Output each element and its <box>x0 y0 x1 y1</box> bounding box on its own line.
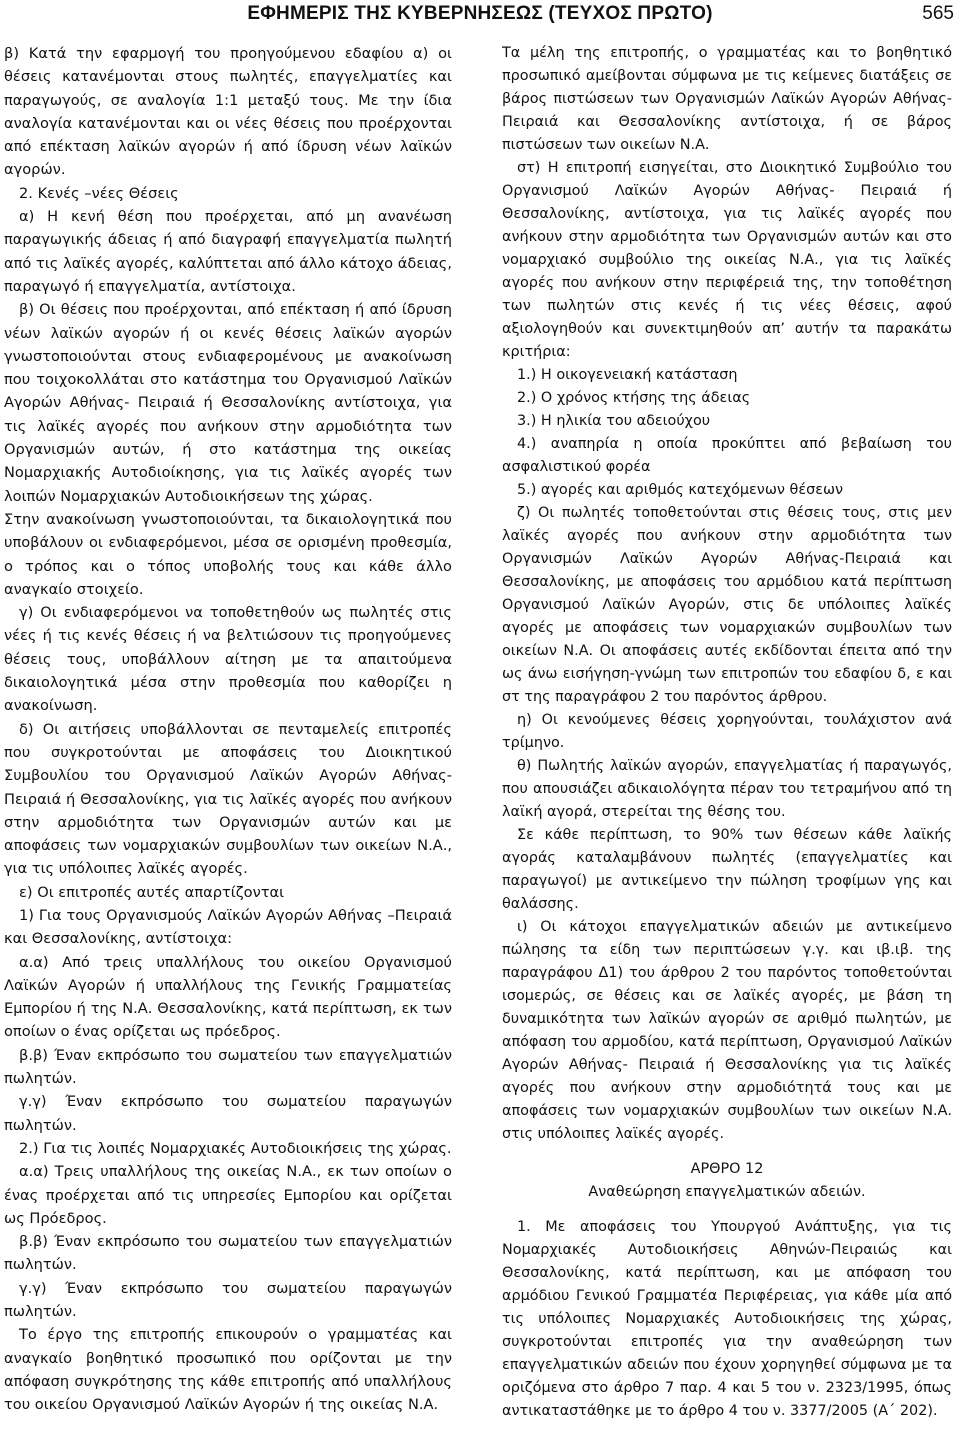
page-number: 565 <box>922 3 954 24</box>
paragraph: Σε κάθε περίπτωση, το 90% των θέσεων κάθε λαϊκής αγοράς καταλαμβάνουν πωλητές (επαγγελματίες και παραγωγοί) με αντικείμενο την πώληση τροφίμων γης και θαλάσσης. <box>502 827 952 912</box>
paragraph: Τα μέλη της επιτροπής, ο γραμματέας και το βοηθητικό προσωπικό αμείβονται σύμφωνα με τις κείμενες διατάξεις σε βάρος πιστώσεων των Οργανισμών Λαϊκών Αγορών Αθήνας-Πειραιά και Θεσσαλονίκης αντίστοιχα, ή σε βάρος πιστώσεων των οικείων Ν.Α. <box>502 45 952 153</box>
list-item: 1.) Η οικογενειακή κατάσταση <box>517 367 738 383</box>
paragraph: Στην ανακοίνωση γνωστοποιούνται, τα δικαιολογητικά που υποβάλουν οι ενδιαφερόμενοι, μέσα σε ορισμένη προθεσμία, ο τρόπος και ο τόπος υποβολής τους και κάθε άλλο αναγκαίο στοιχείο. <box>4 510 452 598</box>
paragraph: α.α) Τρεις υπαλλήλους της οικείας Ν.Α., εκ των οποίων ο ένας προέρχεται από τις υπηρεσίες Εμπορίου και ορίζεται ως Πρόεδρος. <box>4 1163 452 1227</box>
list-item: 5.) αγορές και αριθμός κατεχόμενων θέσεων <box>517 482 844 498</box>
left-column <box>4 42 452 1417</box>
list-item: 3.) Η ηλικία του αδειούχου <box>517 413 711 429</box>
list-item: 4.) αναπηρία η οποία προκύπτει από βεβαίωση του ασφαλιστικού φορέα <box>502 436 952 475</box>
paragraph: β) Οι θέσεις που προέρχονται, από επέκταση ή από ίδρυση νέων λαϊκών αγορών ή οι κενές θέσεις λαϊκών αγορών γνωστοποιούνται στους ενδιαφερομένους με ανακοίνωση που τοιχοκολλάται στο κατάστημα του Οργανισμού Λαϊκών Αγορών Αθήνας- Πειραιά ή Θεσσαλονίκης αντίστοιχα, για τις λαϊκές αγορές που ανήκουν στην αρμοδιότητα των Οργανισμών αυτών, ή στο κατάστημα της οικείας Νομαρχιακής Αυτοδιοίκησης, για τις λαϊκές αγορές των λοιπών Νομαρχιακών Αυτοδιοικήσεων της χώρας. <box>4 301 452 505</box>
paragraph: θ) Πωλητής λαϊκών αγορών, επαγγελματίας ή παραγωγός, που απουσιάζει αδικαιολόγητα πέραν του τετραμήνου από τη λαϊκή αγορά, στερείται της θέσης του. <box>502 758 952 820</box>
paragraph: β.β) Έναν εκπρόσωπο του σωματείου των επαγγελματιών πωλητών. <box>4 1233 452 1274</box>
paragraph: ε) Οι επιτροπές αυτές απαρτίζονται <box>19 883 285 901</box>
paragraph: δ) Οι αιτήσεις υποβάλλονται σε πενταμελείς επιτροπές που συγκροτούνται με αποφάσεις του Διοικητικού Συμβουλίου του Οργανισμού Λαϊκών Αγορών Αθήνας-Πειραιά ή Θεσσαλονίκης, για τις λαϊκές αγορές που ανήκουν στην αρμοδιότητα των Οργανισμών αυτών και με αποφάσεις των νομαρχιακών συμβουλίων των οικείων Ν.Α., για τις υπόλοιπες λαϊκές αγορές. <box>4 720 452 878</box>
paragraph: β) Κατά την εφαρμογή του προηγούμενου εδαφίου α) οι θέσεις κατανέμονται στους πωλητές, επαγγελματίες και παραγωγούς, σε αναλογία 1:1 μεταξύ τους. Με την ίδια αναλογία κατανέμονται και οι νέες θέσεις που προέρχονται από επέκταση λαϊκών αγορών ή από ίδρυση νέων λαϊκών αγορών. <box>4 45 452 179</box>
gazette-title: ΕΦΗΜΕΡΙΣ ΤΗΣ ΚΥΒΕΡΝΗΣΕΩΣ (ΤΕΥΧΟΣ ΠΡΩΤΟ) <box>247 3 713 24</box>
page-header <box>0 0 960 36</box>
paragraph: γ.γ) Έναν εκπρόσωπο του σωματείου παραγωγών πωλητών. <box>4 1093 452 1134</box>
paragraph: Το έργο της επιτροπής επικουρούν ο γραμματέας και αναγκαίο βοηθητικό προσωπικό που ορίζονται με την απόφαση συγκρότησης της κάθε επιτροπής από υπαλλήλους του οικείου Οργανισμού Λαϊκών Αγορών ή της οικείας Ν.Α. <box>4 1326 452 1414</box>
paragraph: στ) Η επιτροπή εισηγείται, στο Διοικητικό Συμβούλιο του Οργανισμού Λαϊκών Αγορών Αθήνας- Πειραιά ή Θεσσαλονίκης, αντίστοιχα, για τις λαϊκές αγορές που ανήκουν στην αρμοδιότητα των Οργανισμών αυτών και στο νομαρχιακό συμβούλιο της οικείας Ν.Α., για τις λαϊκές αγορές που ανήκουν στην περιφέρειά της, την τοποθέτηση των πωλητών στις κενές ή τις νέες θέσεις, αφού αξιολογηθούν και συνεκτιμηθούν απ’ αυτήν τα παρακάτω κριτήρια: <box>502 160 952 360</box>
list-item: 2.) Ο χρόνος κτήσης της άδειας <box>517 390 751 406</box>
paragraph: 1. Με αποφάσεις του Υπουργού Ανάπτυξης, για τις Νομαρχιακές Αυτοδιοικήσεις Αθηνών-Πειραιώς και Θεσσαλονίκης, κατά περίπτωση, και με απόφαση του αρμόδιου Γενικού Γραμματέα Περιφέρειας, για κάθε μία από τις υπόλοιπες Νομαρχιακές Αυτοδιοικήσεις της χώρας, συγκροτούνται επιτροπές για την αναθεώρηση των επαγγελματικών αδειών που έχουν χορηγηθεί σύμφωνα με τα οριζόμενα στο άρθρο 7 παρ. 4 και 5 του ν. 2323/1995, όπως αντικαταστάθηκε με το άρθρο 4 του ν. 3377/2005 (Α΄ 202). <box>502 1219 952 1419</box>
paragraph: γ.γ) Έναν εκπρόσωπο του σωματείου παραγωγών πωλητών. <box>4 1279 452 1321</box>
paragraph: ζ) Οι πωλητές τοποθετούνται στις θέσεις τους, στις μεν λαϊκές αγορές που ανήκουν στην αρμοδιότητα των Οργανισμών Λαϊκών Αγορών Αθήνας-Πειραιά και Θεσσαλονίκης, με αποφάσεις του αρμόδιου κατά περίπτωση Οργανισμού Λαϊκών Αγορών, στις δε υπόλοιπες λαϊκές αγορές με αποφάσεις των νομαρχιακών συμβουλίων των οικείων Ν.Α. Οι αποφάσεις αυτές εκδίδονται έπειτα από την ως άνω εισήγηση-γνώμη των επιτροπών του εδαφίου δ, ε και στ της παραγράφου 2 του παρόντος άρθρου. <box>502 505 952 705</box>
paragraph: γ) Οι ενδιαφερόμενοι να τοποθετηθούν ως πωλητές στις νέες ή τις κενές θέσεις ή να βελτιώσουν τις προηγούμενες θέσεις τους, υποβάλλουν αίτηση με τα απαιτούμενα δικαιολογητικά μέσα στην προθεσμία που καθορίζει η ανακοίνωση. <box>4 604 452 715</box>
paragraph: 2.) Για τις λοιπές Νομαρχιακές Αυτοδιοικήσεις της χώρας. <box>19 1139 452 1157</box>
paragraph: β.β) Έναν εκπρόσωπο του σωματείου των επαγγελματιών πωλητών. <box>4 1046 452 1088</box>
right-column <box>502 42 952 1423</box>
section-heading: 2. Κενές –νέες Θέσεις <box>19 184 179 202</box>
article-heading: ΑΡΘΡΟ 12 <box>690 1161 764 1177</box>
article-subheading: Αναθεώρηση επαγγελματικών αδειών. <box>588 1184 866 1200</box>
paragraph: α.α) Από τρεις υπαλλήλους του οικείου Οργανισμού Λαϊκών Αγορών ή υπαλλήλους της Γενικής Γραμματείας Εμπορίου ή της Ν.Α. Θεσσαλονίκης, κατά περίπτωση, εκ των οποίων ο ένας ορίζεται ως πρόεδρος. <box>4 953 452 1041</box>
paragraph: ι) Οι κάτοχοι επαγγελματικών αδειών με αντικείμενο πώλησης τα είδη των περιπτώσεων γ.γ. και ιβ.ιβ. της παραγράφου Δ1) του άρθρου 2 του παρόντος τοποθετούνται ισομερώς, σε θέσεις και σε λαϊκές αγορές, με βάση τη δυναμικότητα των λαϊκών αγορών σε αριθμό πωλητών, με απόφαση του αρμοδίου, κατά περίπτωση, Οργανισμού Λαϊκών Αγορών Αθήνας- Πειραιά ή Θεσσαλονίκης για τις λαϊκές αγορές που ανήκουν στην αρμοδιότητά τους και με αποφάσεις των νομαρχιακών συμβουλίων των οικείων Ν.Α. στις υπόλοιπες λαϊκές αγορές. <box>502 919 952 1142</box>
paragraph: 1) Για τους Οργανισμούς Λαϊκών Αγορών Αθήνας –Πειραιά και Θεσσαλονίκης, αντίστοιχα: <box>4 906 452 948</box>
paragraph: η) Οι κενούμενες θέσεις χορηγούνται, τουλάχιστον ανά τρίμηνο. <box>502 712 952 751</box>
paragraph: α) Η κενή θέση που προέρχεται, από μη ανανέωση παραγωγικής άδειας ή από διαγραφή επαγγελματία πωλητή από τις λαϊκές αγορές, καλύπτεται από άλλο κάτοχο άδειας, παραγωγό ή επαγγελματία, αντίστοιχα. <box>4 208 452 295</box>
